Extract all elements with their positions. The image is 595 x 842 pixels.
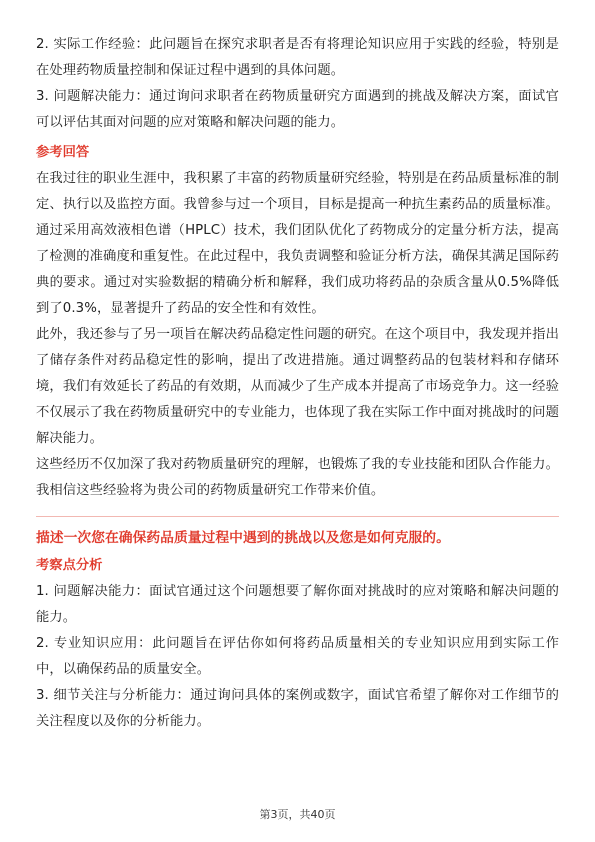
- analysis-heading: 考察点分析: [36, 558, 103, 573]
- point-problem-solving: 3. 问题解决能力：通过询问求职者在药物质量研究方面遇到的挑战及解决方案，面试官可以评估其面对问题的应对策略和解决问题的能力。: [36, 89, 559, 130]
- answer-paragraph-3: 这些经历不仅加深了我对药物质量研究的理解，也锻炼了我的专业技能和团队合作能力。我相信这些经验将为贵公司的药物质量研究工作带来价值。: [36, 457, 559, 498]
- point-practical-experience: 2. 实际工作经验：此问题旨在探究求职者是否有将理论知识应用于实践的经验，特别是在处理药物质量控制和保证过程中遇到的具体问题。: [36, 37, 559, 78]
- interview-question: 描述一次您在确保药品质量过程中遇到的挑战以及您是如何克服的。: [36, 530, 450, 546]
- answer-paragraph-2: 此外，我还参与了另一项旨在解决药品稳定性问题的研究。在这个项目中，我发现并指出了储存条件对药品稳定性的影响，提出了改进措施。通过调整药品的包装材料和存储环境，我们有效延长了药品的有效期，从而减少了生产成本并提高了市场竞争力。这一经验不仅展示了我在药物质量研究中的专业能力，也体现了我在实际工作中面对挑战时的问题解决能力。: [36, 327, 559, 446]
- answer-heading: 参考回答: [36, 145, 90, 160]
- answer-paragraph-1: 在我过往的职业生涯中，我积累了丰富的药物质量研究经验，特别是在药品质量标准的制定、执行以及监控方面。我曾参与过一个项目，目标是提高一种抗生素药品的质量标准。通过采用高效液相色谱（HPLC）技术，我们团队优化了药物成分的定量分析方法，提高了检测的准确度和重复性。在此过程中，我负责调整和验证分析方法，确保其满足国际药典的要求。通过对实验数据的精确分析和解释，我们成功将药品的杂质含量从0.5%降低到了0.3%，显著提升了药品的安全性和有效性。: [36, 171, 559, 316]
- page-number: 第3页，共40页: [259, 808, 336, 821]
- analysis-point-3: 3. 细节关注与分析能力：通过询问具体的案例或数字，面试官希望了解你对工作细节的关注程度以及你的分析能力。: [36, 688, 559, 729]
- section-divider: [36, 516, 559, 517]
- document-page: [36, 32, 559, 735]
- analysis-point-1: 1. 问题解决能力：面试官通过这个问题想要了解你面对挑战时的应对策略和解决问题的能力。: [36, 584, 559, 625]
- analysis-point-2: 2. 专业知识应用：此问题旨在评估你如何将药品质量相关的专业知识应用到实际工作中，以确保药品的质量安全。: [36, 636, 559, 677]
